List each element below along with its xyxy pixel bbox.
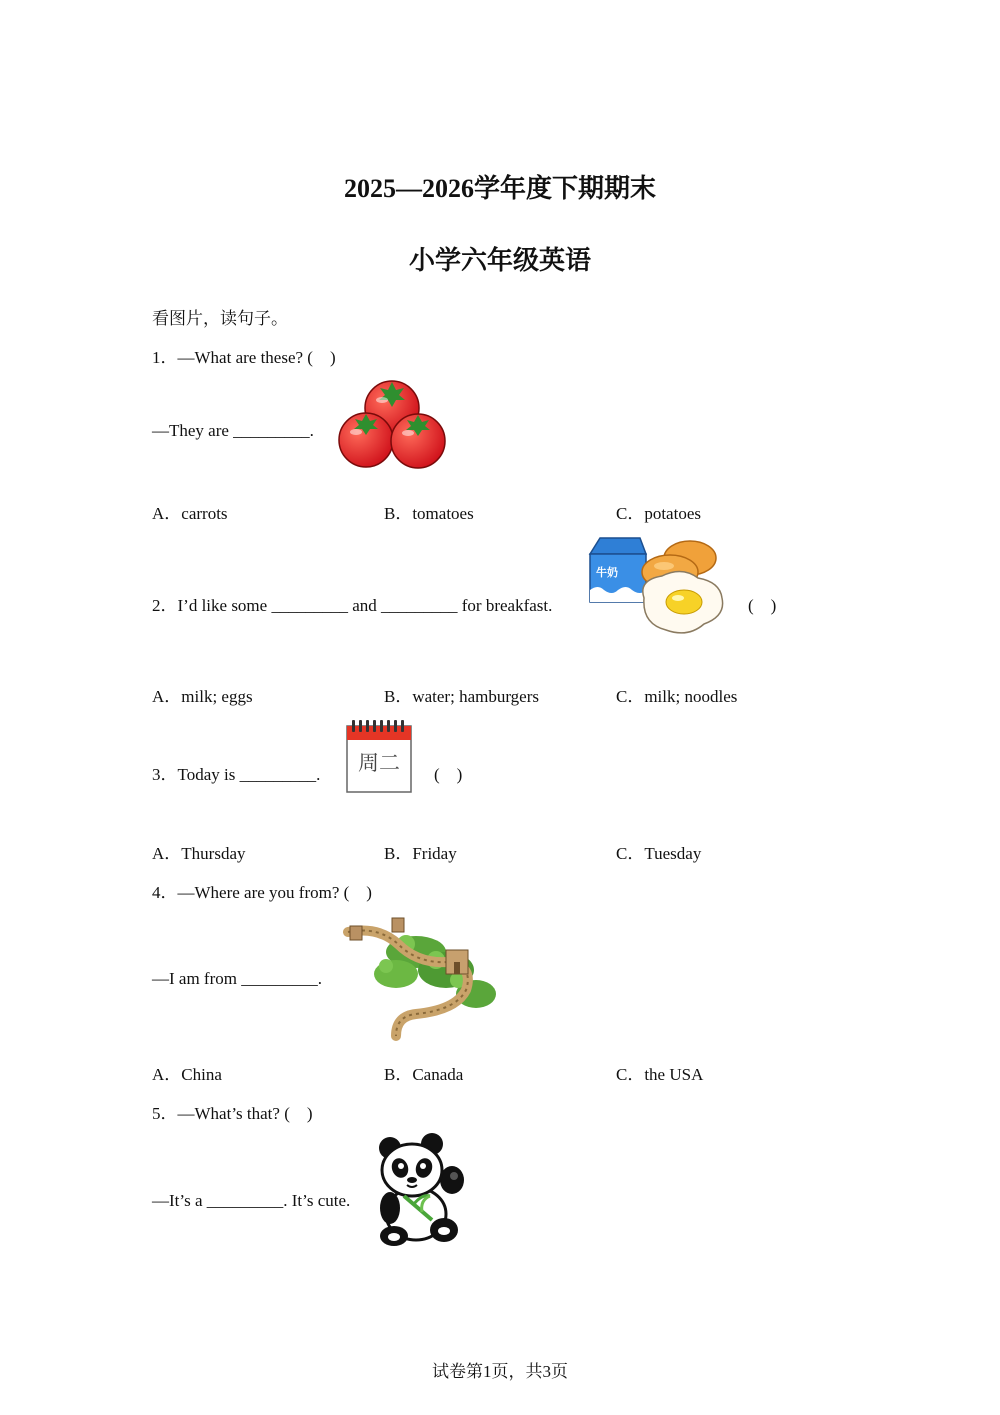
q2-option-b: B．water; hamburgers <box>384 687 540 706</box>
q4-option-b: B．Canada <box>384 1065 464 1084</box>
q2-option-c: C．milk; noodles <box>616 687 738 706</box>
calendar-icon <box>345 718 413 794</box>
q3-option-a: A．Thursday <box>152 844 246 863</box>
q1-prompt: 1．—What are these? ( ) <box>152 348 336 367</box>
q2-prompt: 2．I’d like some _________ and _________ for breakfast. <box>152 596 553 615</box>
q2-option-a: A．milk; eggs <box>152 687 253 706</box>
tomatoes-icon <box>336 378 448 470</box>
q3-option-c: C．Tuesday <box>616 844 702 863</box>
exam-subtitle: 小学六年级英语 <box>408 246 591 275</box>
q4-answer-line: —I am from _________. <box>152 969 322 988</box>
milk-carton-label: 牛奶 <box>596 566 618 579</box>
q1-answer-line: —They are _________. <box>152 421 314 440</box>
q5-prompt: 5．—What’s that? ( ) <box>152 1104 313 1123</box>
q3-option-b: B．Friday <box>384 844 457 863</box>
q5-answer-line: —It’s a _________. It’s cute. <box>152 1191 351 1210</box>
page-footer: 试卷第1页，共3页 <box>432 1362 568 1381</box>
q1-option-a: A．carrots <box>152 504 228 523</box>
instruction: 看图片，读句子。 <box>152 309 288 328</box>
great-wall-icon <box>346 914 496 1020</box>
q1-option-b: B．tomatoes <box>384 504 474 523</box>
q3-answer-paren: ( ) <box>434 765 463 784</box>
q4-prompt: 4．—Where are you from? ( ) <box>152 883 372 902</box>
panda-icon <box>374 1134 470 1248</box>
q4-option-a: A．China <box>152 1065 222 1084</box>
q2-answer-paren: ( ) <box>748 596 777 615</box>
q1-option-c: C．potatoes <box>616 504 701 523</box>
q3-prompt: 3．Today is _________. <box>152 765 321 784</box>
breakfast-icon <box>586 534 732 638</box>
calendar-label: 周二 <box>358 751 400 775</box>
q4-option-c: C．the USA <box>616 1065 704 1084</box>
exam-title: 2025—2026学年度下期期末 <box>343 174 656 203</box>
